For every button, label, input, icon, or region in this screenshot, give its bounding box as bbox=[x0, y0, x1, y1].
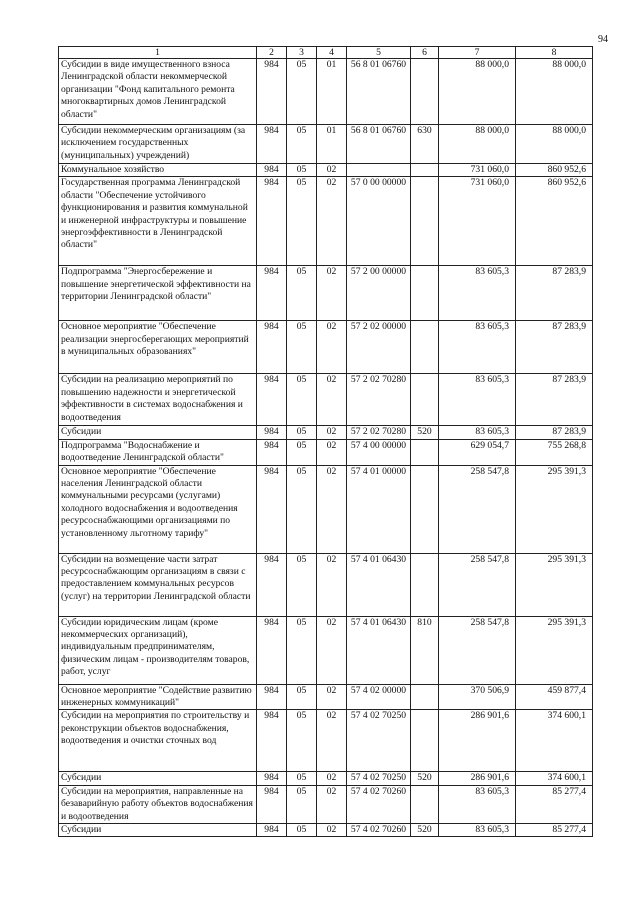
row-value-cell bbox=[411, 177, 439, 266]
table-row bbox=[59, 553, 593, 616]
row-name-cell: Субсидии некоммерческим организациям (за исключением государственных (муниципальных) учреждений) bbox=[59, 125, 257, 164]
row-value-cell: 984 bbox=[257, 710, 287, 772]
row-value-cell: 85 277,4 bbox=[516, 785, 593, 823]
column-header: 6 bbox=[411, 47, 439, 59]
table-row bbox=[59, 374, 593, 426]
row-value-cell bbox=[411, 374, 439, 426]
column-header: 2 bbox=[257, 47, 287, 59]
table-row bbox=[59, 164, 593, 177]
row-value-cell: 810 bbox=[411, 616, 439, 684]
row-value-cell: 984 bbox=[257, 684, 287, 710]
row-value-cell bbox=[411, 785, 439, 823]
row-name-cell: Субсидии в виде имущественного взноса Ленинградской области некоммерческой организации "Фонд капитального ремонта многоквартирных домов Ленинградской области" bbox=[59, 59, 257, 125]
row-value-cell: 984 bbox=[257, 59, 287, 125]
row-value-cell: 629 054,7 bbox=[439, 439, 516, 465]
row-value-cell: 459 877,4 bbox=[516, 684, 593, 710]
row-value-cell: 286 901,6 bbox=[439, 772, 516, 785]
row-value-cell: 984 bbox=[257, 772, 287, 785]
row-value-cell: 88 000,0 bbox=[516, 125, 593, 164]
row-name-cell: Субсидии bbox=[59, 426, 257, 439]
table-row bbox=[59, 426, 593, 439]
row-value-cell: 984 bbox=[257, 374, 287, 426]
row-name-cell: Субсидии bbox=[59, 824, 257, 837]
row-name-cell: Государственная программа Ленинградской области "Обеспечение устойчивого функционирования и развития коммунальной и инженерной инфраструктуры и повышение энергоэффективности в Ленинградской области" bbox=[59, 177, 257, 266]
row-value-cell: 57 4 02 70250 bbox=[347, 772, 411, 785]
row-value-cell: 87 283,9 bbox=[516, 426, 593, 439]
row-value-cell: 630 bbox=[411, 125, 439, 164]
row-name-cell: Коммунальное хозяйство bbox=[59, 164, 257, 177]
row-value-cell: 02 bbox=[317, 785, 347, 823]
row-value-cell: 731 060,0 bbox=[439, 177, 516, 266]
row-name-cell: Субсидии bbox=[59, 772, 257, 785]
row-value-cell: 860 952,6 bbox=[516, 164, 593, 177]
row-value-cell: 83 605,3 bbox=[439, 426, 516, 439]
row-value-cell: 05 bbox=[287, 553, 317, 616]
row-name-cell: Субсидии на мероприятия, направленные на безаварийную работу объектов водоснабжения и водоотведения bbox=[59, 785, 257, 823]
row-value-cell: 984 bbox=[257, 616, 287, 684]
row-value-cell bbox=[411, 59, 439, 125]
row-value-cell: 520 bbox=[411, 426, 439, 439]
table-row bbox=[59, 59, 593, 125]
budget-table-container bbox=[58, 46, 592, 837]
table-row bbox=[59, 321, 593, 374]
row-value-cell: 57 2 02 00000 bbox=[347, 321, 411, 374]
row-value-cell: 88 000,0 bbox=[516, 59, 593, 125]
row-value-cell: 520 bbox=[411, 772, 439, 785]
row-value-cell: 83 605,3 bbox=[439, 266, 516, 321]
row-value-cell: 56 8 01 06760 bbox=[347, 59, 411, 125]
table-row bbox=[59, 616, 593, 684]
row-value-cell: 83 605,3 bbox=[439, 785, 516, 823]
row-value-cell bbox=[411, 321, 439, 374]
row-value-cell: 57 2 00 00000 bbox=[347, 266, 411, 321]
column-header: 7 bbox=[439, 47, 516, 59]
row-value-cell: 02 bbox=[317, 684, 347, 710]
row-value-cell: 88 000,0 bbox=[439, 125, 516, 164]
row-value-cell: 83 605,3 bbox=[439, 374, 516, 426]
row-value-cell: 85 277,4 bbox=[516, 824, 593, 837]
row-value-cell: 88 000,0 bbox=[439, 59, 516, 125]
row-value-cell: 258 547,8 bbox=[439, 616, 516, 684]
row-value-cell: 05 bbox=[287, 321, 317, 374]
row-value-cell: 05 bbox=[287, 824, 317, 837]
row-value-cell: 984 bbox=[257, 824, 287, 837]
row-value-cell: 05 bbox=[287, 59, 317, 125]
row-value-cell: 755 268,8 bbox=[516, 439, 593, 465]
row-value-cell: 984 bbox=[257, 553, 287, 616]
row-value-cell bbox=[411, 439, 439, 465]
row-value-cell: 295 391,3 bbox=[516, 616, 593, 684]
row-value-cell: 02 bbox=[317, 553, 347, 616]
row-value-cell: 02 bbox=[317, 321, 347, 374]
budget-table bbox=[58, 46, 593, 837]
row-value-cell: 731 060,0 bbox=[439, 164, 516, 177]
table-row bbox=[59, 177, 593, 266]
row-value-cell: 02 bbox=[317, 824, 347, 837]
row-value-cell: 984 bbox=[257, 164, 287, 177]
row-value-cell: 05 bbox=[287, 374, 317, 426]
row-value-cell: 05 bbox=[287, 125, 317, 164]
row-name-cell: Субсидии юридическим лицам (кроме некоммерческих организаций), индивидуальным предпринимателям, физическим лицам - производителям товаров, работ, услуг bbox=[59, 616, 257, 684]
row-value-cell: 05 bbox=[287, 465, 317, 553]
row-value-cell: 295 391,3 bbox=[516, 465, 593, 553]
row-value-cell: 57 4 02 70260 bbox=[347, 785, 411, 823]
row-value-cell: 984 bbox=[257, 426, 287, 439]
row-value-cell: 374 600,1 bbox=[516, 710, 593, 772]
row-value-cell: 02 bbox=[317, 772, 347, 785]
table-row bbox=[59, 772, 593, 785]
table-header-row bbox=[59, 47, 593, 59]
row-value-cell: 02 bbox=[317, 266, 347, 321]
row-value-cell bbox=[347, 164, 411, 177]
row-value-cell: 57 4 01 06430 bbox=[347, 553, 411, 616]
row-value-cell: 02 bbox=[317, 374, 347, 426]
row-value-cell: 01 bbox=[317, 125, 347, 164]
row-value-cell: 87 283,9 bbox=[516, 374, 593, 426]
table-row bbox=[59, 266, 593, 321]
column-header: 1 bbox=[59, 47, 257, 59]
row-value-cell: 860 952,6 bbox=[516, 177, 593, 266]
table-row bbox=[59, 465, 593, 553]
row-value-cell: 57 4 02 70250 bbox=[347, 710, 411, 772]
row-value-cell: 57 2 02 70280 bbox=[347, 426, 411, 439]
row-value-cell: 02 bbox=[317, 710, 347, 772]
row-value-cell: 984 bbox=[257, 321, 287, 374]
row-value-cell: 02 bbox=[317, 177, 347, 266]
row-value-cell: 57 4 02 00000 bbox=[347, 684, 411, 710]
row-value-cell: 258 547,8 bbox=[439, 465, 516, 553]
table-row bbox=[59, 824, 593, 837]
row-name-cell: Подпрограмма "Водоснабжение и водоотведение Ленинградской области" bbox=[59, 439, 257, 465]
row-value-cell: 02 bbox=[317, 465, 347, 553]
row-value-cell: 57 0 00 00000 bbox=[347, 177, 411, 266]
row-value-cell: 05 bbox=[287, 772, 317, 785]
row-value-cell: 05 bbox=[287, 266, 317, 321]
row-value-cell: 57 2 02 70280 bbox=[347, 374, 411, 426]
row-value-cell bbox=[411, 553, 439, 616]
row-name-cell: Субсидии на мероприятия по строительству и реконструкции объектов водоснабжения, водоотведения и очистки сточных вод bbox=[59, 710, 257, 772]
table-row bbox=[59, 684, 593, 710]
row-value-cell: 87 283,9 bbox=[516, 266, 593, 321]
row-value-cell: 57 4 01 06430 bbox=[347, 616, 411, 684]
row-value-cell: 520 bbox=[411, 824, 439, 837]
page-number: 94 bbox=[598, 34, 608, 45]
row-value-cell: 56 8 01 06760 bbox=[347, 125, 411, 164]
table-row bbox=[59, 785, 593, 823]
row-value-cell: 374 600,1 bbox=[516, 772, 593, 785]
row-value-cell: 984 bbox=[257, 465, 287, 553]
row-value-cell: 295 391,3 bbox=[516, 553, 593, 616]
row-value-cell: 370 506,9 bbox=[439, 684, 516, 710]
table-row bbox=[59, 125, 593, 164]
row-value-cell bbox=[411, 266, 439, 321]
row-value-cell: 984 bbox=[257, 266, 287, 321]
row-value-cell: 05 bbox=[287, 177, 317, 266]
row-value-cell: 02 bbox=[317, 426, 347, 439]
row-value-cell: 05 bbox=[287, 710, 317, 772]
row-value-cell: 286 901,6 bbox=[439, 710, 516, 772]
row-name-cell: Основное мероприятие "Обеспечение реализации энергосберегающих мероприятий в муниципальных образованиях" bbox=[59, 321, 257, 374]
table-row bbox=[59, 439, 593, 465]
row-value-cell: 258 547,8 bbox=[439, 553, 516, 616]
row-value-cell: 87 283,9 bbox=[516, 321, 593, 374]
row-value-cell: 57 4 00 00000 bbox=[347, 439, 411, 465]
row-value-cell: 01 bbox=[317, 59, 347, 125]
row-value-cell: 05 bbox=[287, 785, 317, 823]
row-value-cell: 05 bbox=[287, 439, 317, 465]
row-value-cell: 02 bbox=[317, 439, 347, 465]
row-value-cell: 57 4 02 70260 bbox=[347, 824, 411, 837]
row-value-cell bbox=[411, 684, 439, 710]
row-name-cell: Основное мероприятие "Содействие развитию инженерных коммуникаций" bbox=[59, 684, 257, 710]
row-value-cell: 05 bbox=[287, 616, 317, 684]
row-name-cell: Подпрограмма "Энергосбережение и повышение энергетической эффективности на территории Ленинградской области" bbox=[59, 266, 257, 321]
row-value-cell: 83 605,3 bbox=[439, 824, 516, 837]
row-value-cell bbox=[411, 465, 439, 553]
row-value-cell: 02 bbox=[317, 164, 347, 177]
row-name-cell: Субсидии на возмещение части затрат ресурсоснабжающим организациям в связи с предоставлением коммунальных ресурсов (услуг) на территории Ленинградской области bbox=[59, 553, 257, 616]
column-header: 8 bbox=[516, 47, 593, 59]
column-header: 4 bbox=[317, 47, 347, 59]
row-value-cell: 83 605,3 bbox=[439, 321, 516, 374]
row-name-cell: Основное мероприятие "Обеспечение населения Ленинградской области коммунальными ресурсами (услугами) холодного водоснабжения и водоотведения ресурсоснабжающими организациями по установленному льготному тарифу" bbox=[59, 465, 257, 553]
row-value-cell bbox=[411, 710, 439, 772]
row-value-cell: 05 bbox=[287, 164, 317, 177]
table-row bbox=[59, 710, 593, 772]
row-value-cell: 984 bbox=[257, 125, 287, 164]
row-value-cell: 02 bbox=[317, 616, 347, 684]
row-value-cell bbox=[411, 164, 439, 177]
row-value-cell: 984 bbox=[257, 439, 287, 465]
column-header: 5 bbox=[347, 47, 411, 59]
row-value-cell: 984 bbox=[257, 177, 287, 266]
row-value-cell: 57 4 01 00000 bbox=[347, 465, 411, 553]
row-value-cell: 05 bbox=[287, 426, 317, 439]
row-value-cell: 05 bbox=[287, 684, 317, 710]
row-value-cell: 984 bbox=[257, 785, 287, 823]
row-name-cell: Субсидии на реализацию мероприятий по повышению надежности и энергетической эффективности в системах водоснабжения и водоотведения bbox=[59, 374, 257, 426]
column-header: 3 bbox=[287, 47, 317, 59]
